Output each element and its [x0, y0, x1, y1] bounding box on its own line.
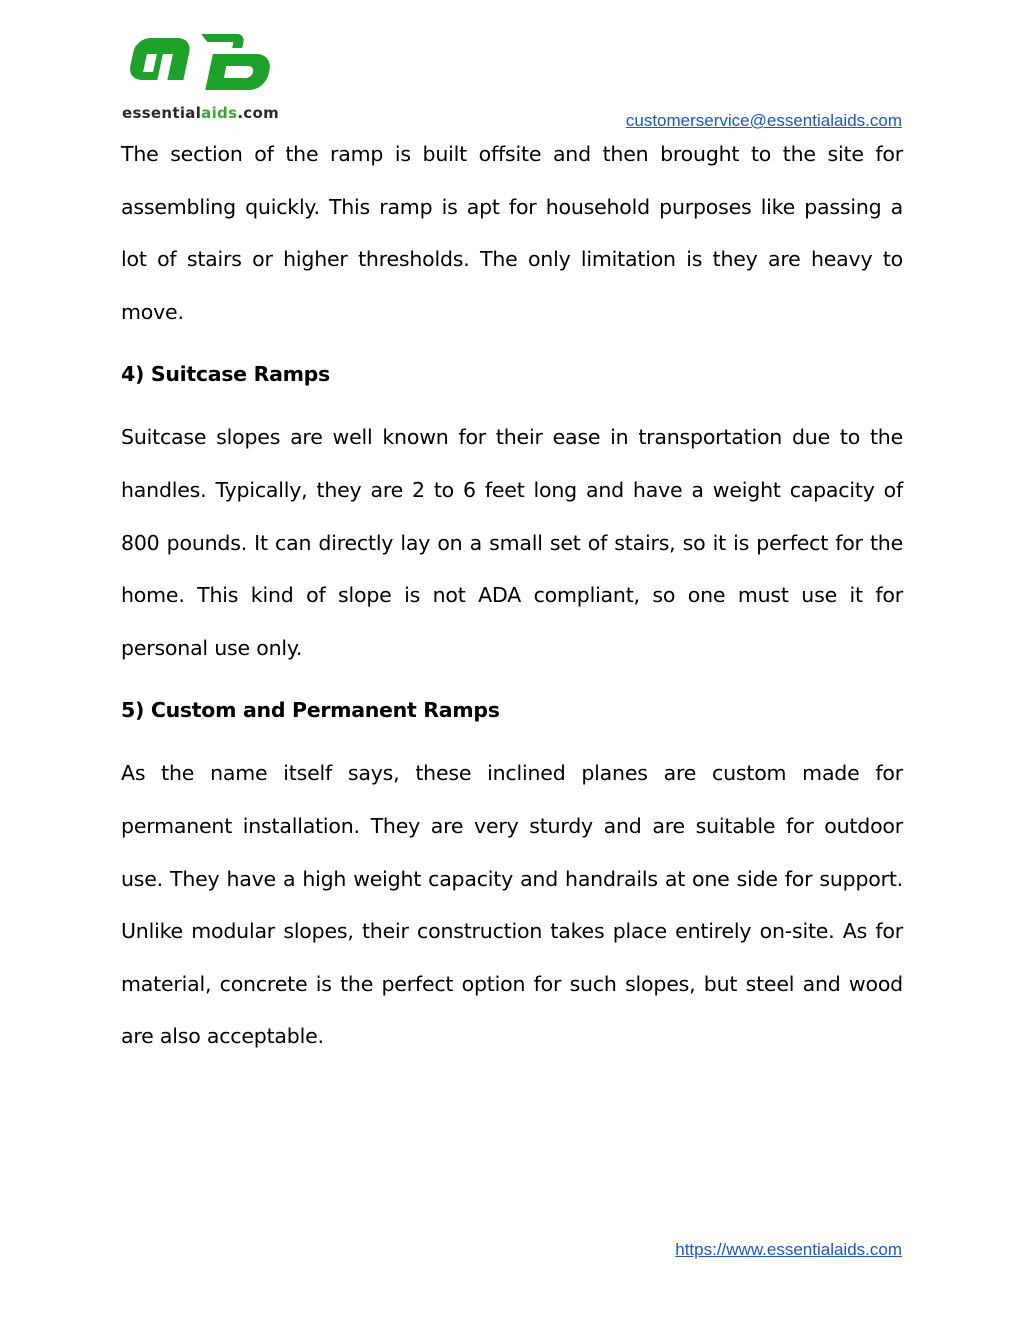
- email-link[interactable]: customerservice@essentialaids.com: [625, 111, 902, 130]
- website-link[interactable]: https://www.essentialaids.com: [675, 1240, 902, 1259]
- logo-text: essentialaids.com: [122, 104, 280, 122]
- section-heading: 5) Custom and Permanent Ramps: [121, 698, 500, 723]
- section-paragraph: Suitcase slopes are well known for their ease in transportation due to the handles. Typically, they are 2 to 6 feet long and have a weight capacity of 800 pounds. It can directly lay on a small set of stairs, so it is perfect for the home. This kind of slope is not ADA compliant, so one must use it for personal use only.: [121, 425, 903, 660]
- section-paragraph: As the name itself says, these inclined planes are custom made for permanent installation. They are very sturdy and are suitable for outdoor use. They have a high weight capacity and handrails at one side for support. Unlike modular slopes, their construction takes place entirely on-site. As for material, concrete is the perfect option for such slopes, but steel and wood are also acceptable.: [121, 761, 903, 1049]
- logo: [118, 30, 298, 126]
- intro-paragraph: The section of the ramp is built offsite and then brought to the site for assembling quickly. This ramp is apt for household purposes like passing a lot of stairs or higher thresholds. The only limitation is they are heavy to move.: [121, 142, 903, 324]
- document-body: [121, 128, 903, 1063]
- section-heading: 4) Suitcase Ramps: [121, 362, 330, 387]
- logo-mark-icon: [118, 30, 298, 94]
